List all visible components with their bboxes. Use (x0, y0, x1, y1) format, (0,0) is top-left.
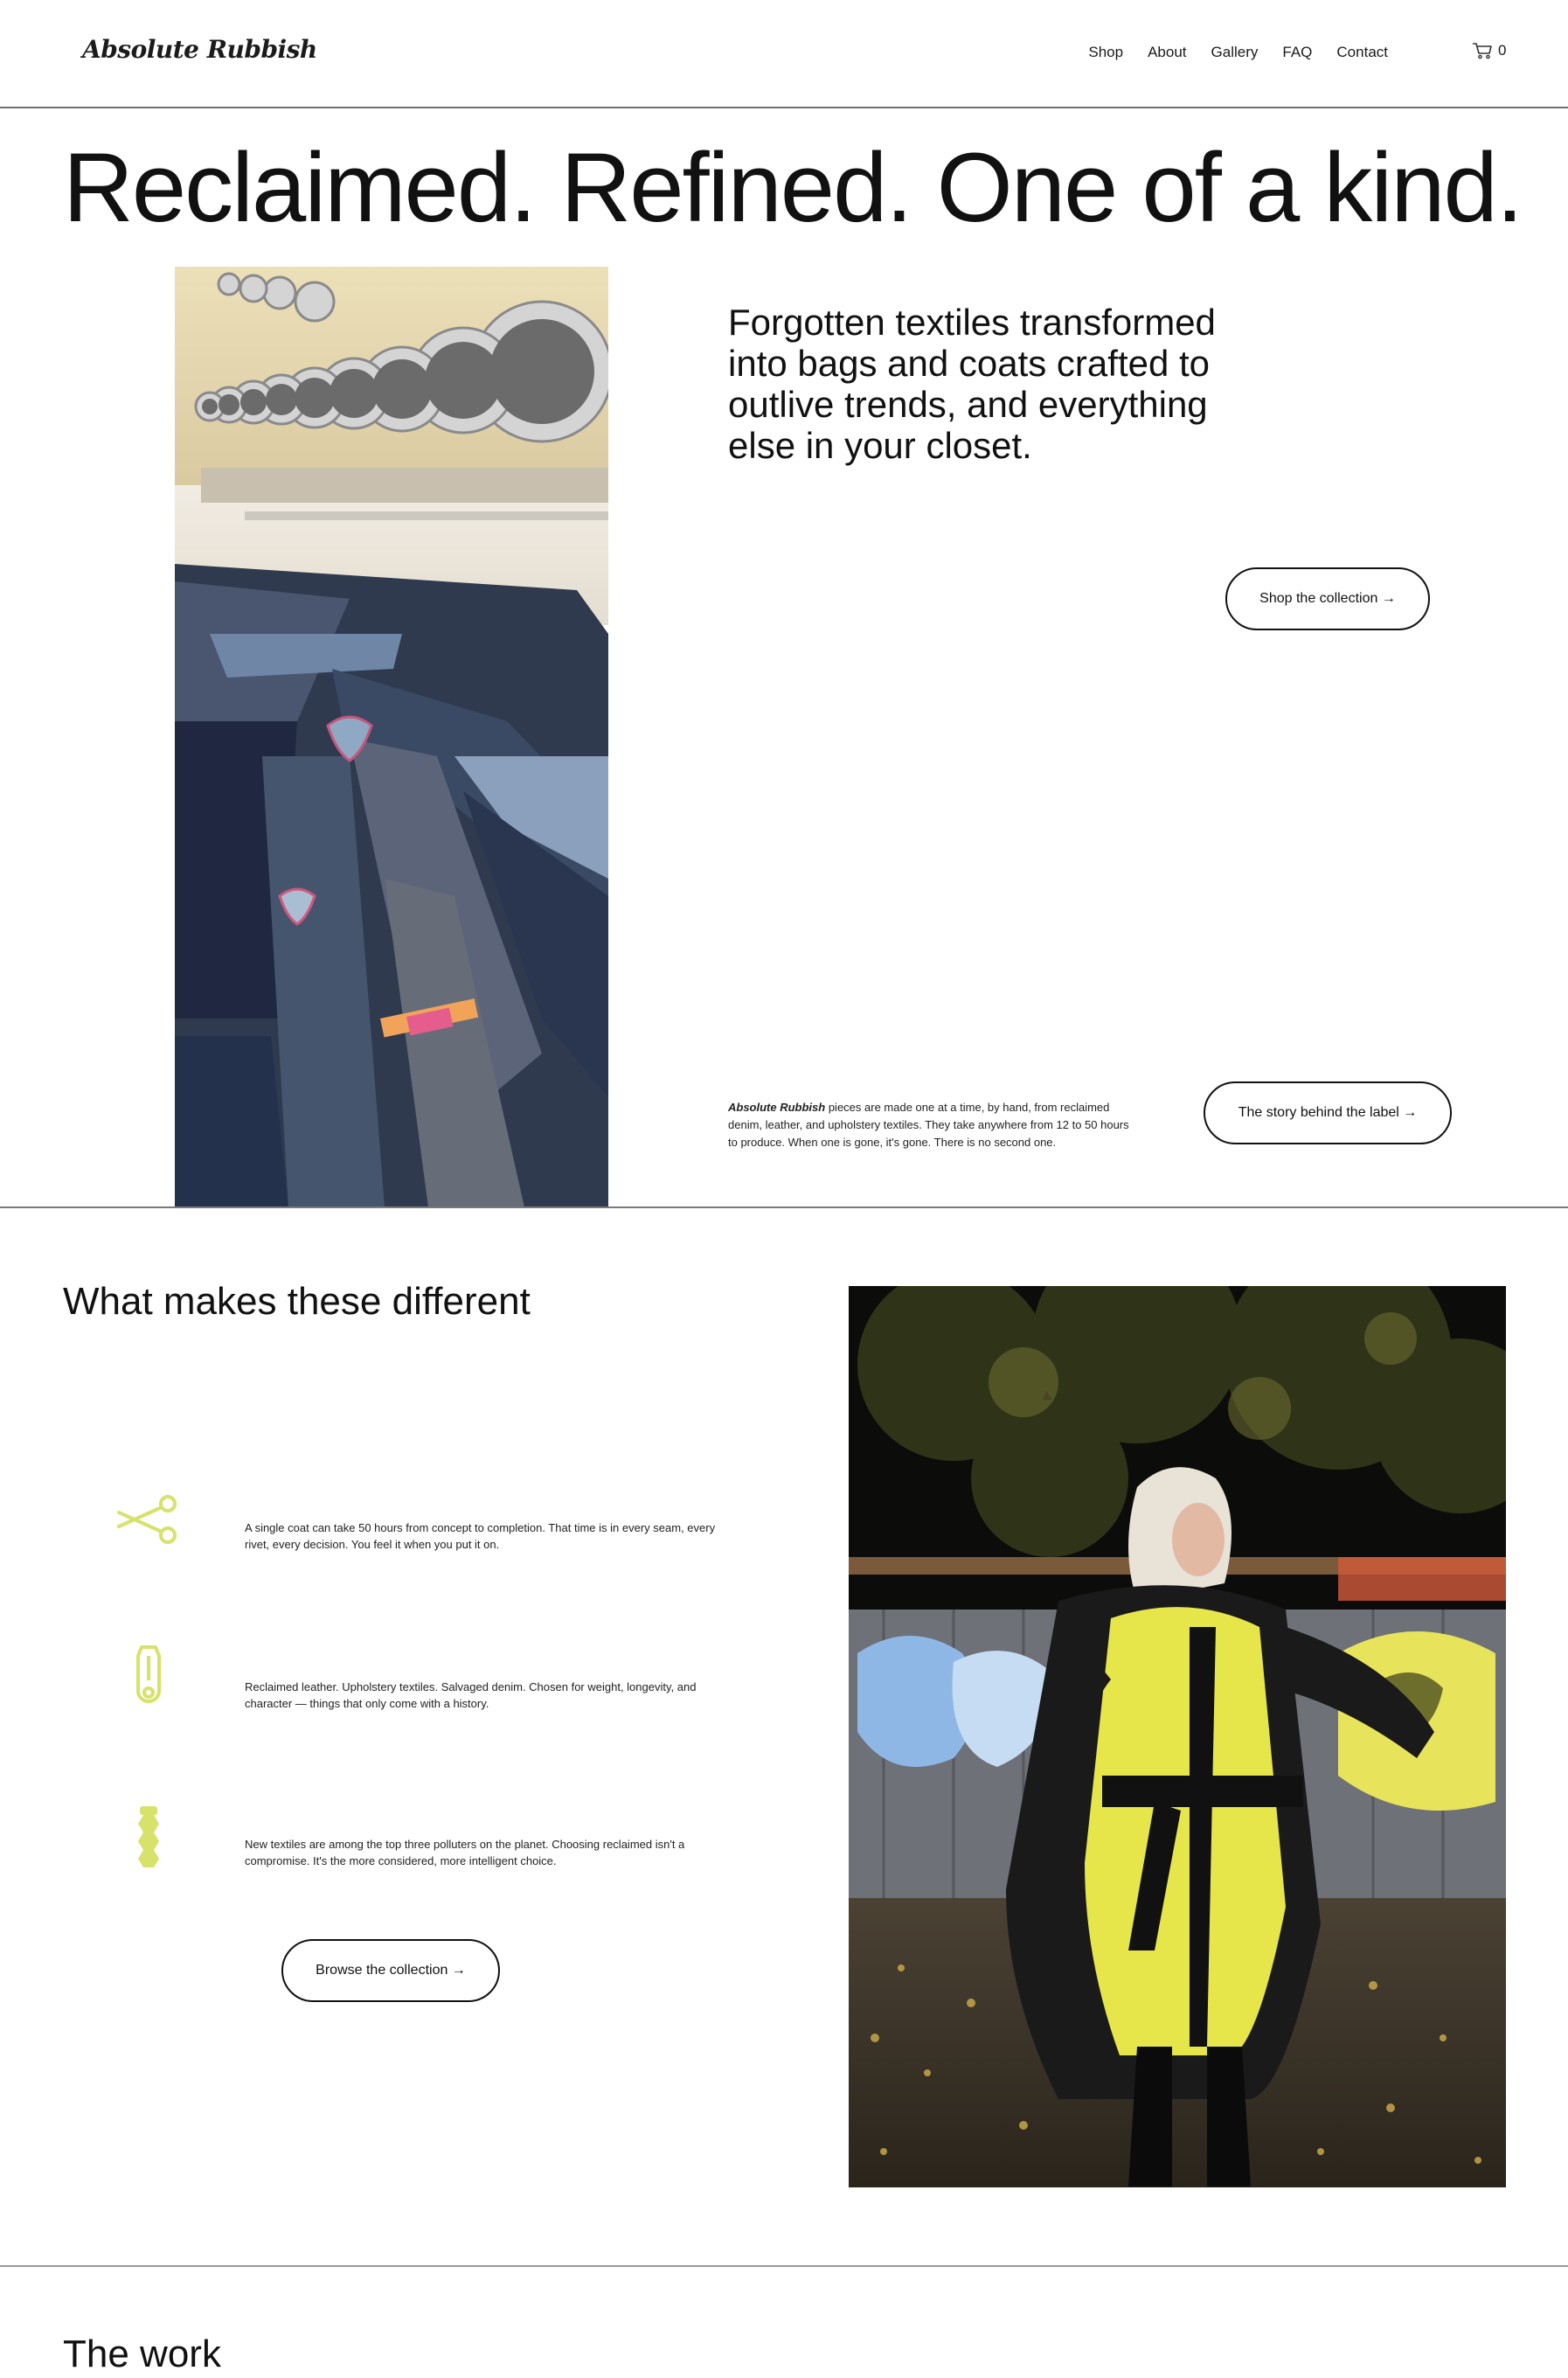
nav-about[interactable]: About (1148, 44, 1187, 60)
zipper-icon (114, 1803, 184, 1873)
browse-collection-button[interactable]: Browse the collection → (281, 1939, 500, 2002)
site-header (0, 0, 1568, 108)
shop-collection-button[interactable]: Shop the collection → (1225, 567, 1430, 630)
brand-logo[interactable]: Absolute Rubbish (82, 35, 317, 64)
main-nav (1088, 44, 1388, 61)
nav-contact[interactable]: Contact (1336, 44, 1388, 60)
story-behind-label-button[interactable]: The story behind the label → (1204, 1081, 1452, 1144)
cart-icon (1472, 42, 1493, 59)
feature-text-time: A single coat can take 50 hours from concept to completion. That time is in every seam, every rivet, every decision. You feel it when you put it on. (245, 1521, 716, 1551)
hero-title: Reclaimed. Refined. One of a kind. (63, 133, 1522, 242)
hero-tagline: Forgotten textiles transformed into bags and coats crafted to outlive trends, and everything else in your closet. (728, 302, 1216, 466)
next-section-title: The work (63, 2333, 221, 2375)
cart-button[interactable] (1472, 42, 1506, 59)
about-brand-name: Absolute Rubbish (728, 1101, 826, 1114)
hero-denim-laundromat-image (175, 267, 608, 1207)
nav-shop[interactable]: Shop (1088, 44, 1124, 60)
section-title-different: What makes these different (63, 1280, 531, 1323)
scissors-icon (114, 1486, 184, 1556)
cart-count: 0 (1498, 42, 1507, 59)
about-text: pieces are made one at a time, by hand, from reclaimed denim, leather, and upholstery textiles. They take anywhere from 12 to 50 hours to produce. When one is gone, it's gone. There is no second one. (728, 1101, 1129, 1149)
zipper-pull-icon (114, 1642, 184, 1712)
nav-gallery[interactable]: Gallery (1211, 44, 1259, 60)
section-divider-2 (0, 2265, 1568, 2267)
feature-text-sustainability: New textiles are among the top three polluters on the planet. Choosing reclaimed isn't a compromise. It's the more considered, more intelligent choice. (245, 1838, 685, 1867)
feature-text-materials: Reclaimed leather. Upholstery textiles. Salvaged denim. Chosen for weight, longevity, and character — things that only come with a history. (245, 1680, 697, 1710)
section-divider (0, 1206, 1568, 1208)
nav-faq[interactable]: FAQ (1282, 44, 1313, 60)
yellow-coat-model-photo (849, 1286, 1506, 2187)
about-blurb (728, 1099, 1130, 1151)
